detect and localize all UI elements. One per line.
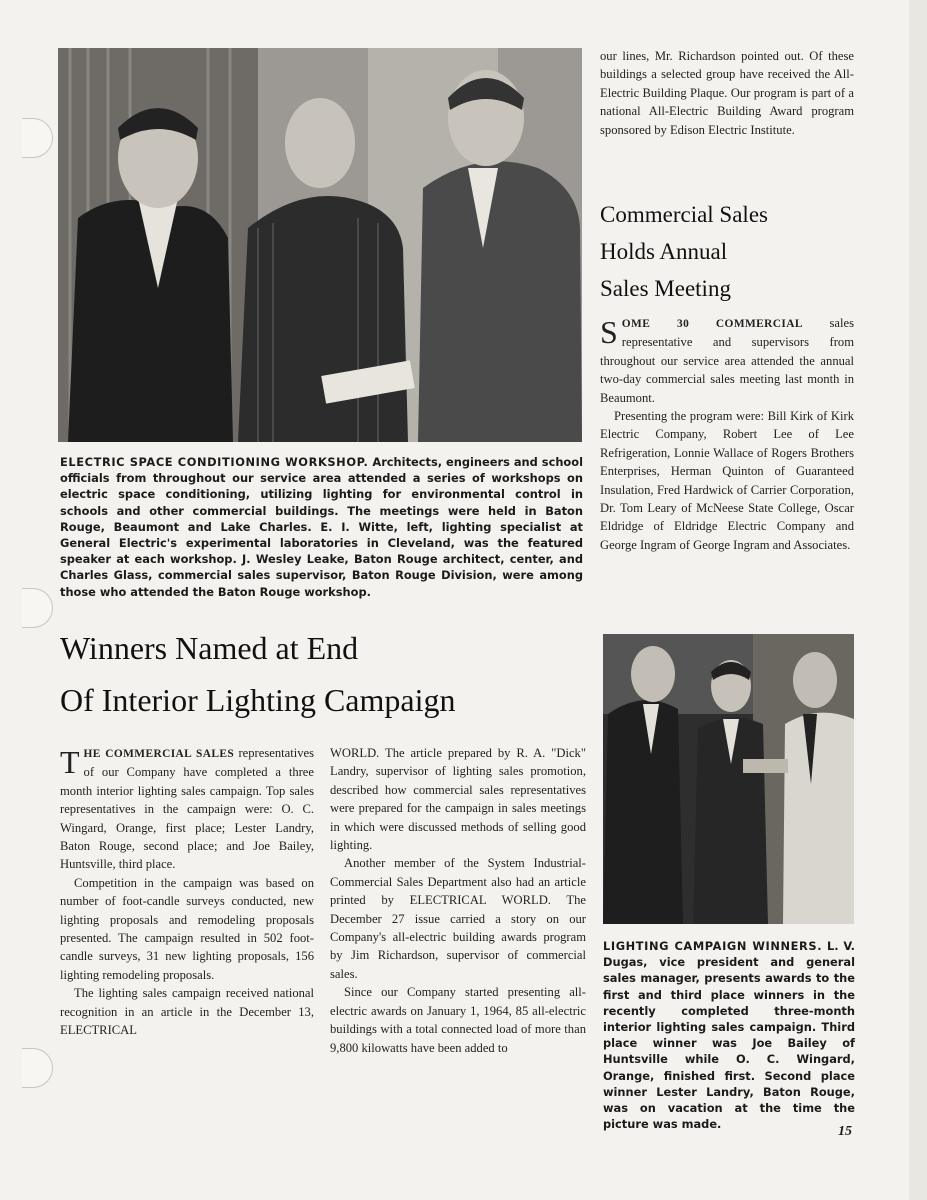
winners-photo: [603, 634, 854, 924]
headline-line2: Of Interior Lighting Campaign: [60, 682, 456, 718]
workshop-photo: [58, 48, 582, 442]
sales-meeting-heading-line3: Sales Meeting: [600, 276, 731, 301]
continued-text: [600, 47, 854, 139]
caption-body: L. V. Dugas, vice president and general sales manager, presents awards to the first and third place winners in the recently completed three-month interior lighting sales campaign. Third place winner was Joe Bailey of Huntsville while O. C. Wingard, Orange, finished first. Second place winner Lester Landry, Baton Rouge, was on vacation at the time the picture was made.: [603, 939, 856, 1132]
paragraph-text: sales representative and supervisors from throughout our service area attended the annual two-day commercial sales meeting last month in Beaumont.: [600, 316, 854, 405]
article-paragraph-2: Competition in the campaign was based on number of foot-candle surveys conducted, new lighting proposals and remodeling proposals presented. The campaign resulted in 502 foot-candle surveys, 31 new lighting proposals, 156 lighting remodeling proposals.: [60, 875, 314, 982]
lead-caps: HE COMMERCIAL SALES: [83, 748, 235, 760]
page-edge: [909, 0, 927, 1200]
caption-lead: ELECTRIC SPACE CONDITIONING WORKSHOP.: [60, 455, 369, 469]
headline-line1: Winners Named at End: [60, 630, 359, 666]
article-paragraph-1: [60, 744, 314, 874]
workshop-caption: [60, 454, 583, 600]
article-paragraph-4: WORLD. The article prepared by R. A. "Dick" Landry, supervisor of lighting sales promotion, described how commercial sales representatives were prepared for the campaign in sales meetings in which were discussed methods of selling good lighting.: [330, 746, 586, 853]
article-paragraph-3: The lighting sales campaign received national recognition in an article in the December 13, ELECTRICAL: [60, 986, 314, 1038]
sales-meeting-heading-line2: Holds Annual: [600, 239, 728, 264]
continued-paragraph: our lines, Mr. Richardson pointed out. Of these buildings a selected group have received the All-Electric Building Plaque. Our program is part of a national All-Electric Building Award program sponsored by Edison Electric Institute.: [600, 49, 854, 137]
caption-body: Architects, engineers and school officials from throughout our service area attended a series of workshops on electric space conditioning, utilizing lighting for environmental control in schools and other commercial buildings. The meetings were held in Baton Rouge, Beaumont and Lake Charles. E. I. Witte, left, lighting specialist at General Electric's experimental laboratories in Cleveland, was the featured speaker at each workshop. J. Wesley Leake, Baton Rouge architect, center, and Charles Glass, commercial sales supervisor, Baton Rouge Division, were among those who attended the Baton Rouge workshop.: [60, 455, 583, 599]
dropcap: S: [600, 314, 618, 350]
article-paragraph-6: Since our Company started presenting all-electric awards on January 1, 1964, 85 all-electric buildings with a total connected load of more than 9,800 kilowatts have been added to: [330, 985, 586, 1055]
article-column-2: [330, 744, 586, 1057]
sales-meeting-heading-line1: Commercial Sales: [600, 202, 768, 227]
sales-meeting-paragraph-2: Presenting the program were: Bill Kirk of Kirk Electric Company, Robert Lee of Lee Refrigeration, Lonnie Wallace of Rogers Brothers Enterprises, Herman Quinton of Guaranteed Insulation, Fred Hardwick of Carrier Corporation, Dr. Tom Leary of McNeese State College, Oscar Eldridge of Eldridge Electric Company and George Ingram of George Ingram and Associates.: [600, 409, 854, 552]
paragraph-text: representatives of our Company have completed a three month interior lighting sales campaign. Top sales representatives in the campaign were: O. C. Wingard, Orange, first place; Lester Landry, Baton Rouge, second place; and Joe Bailey, Huntsville, third place.: [60, 746, 314, 872]
punch-hole: [22, 1048, 53, 1088]
lead-caps: OME 30 COMMERCIAL: [621, 318, 803, 330]
caption-lead: LIGHTING CAMPAIGN WINNERS.: [603, 939, 823, 953]
sales-meeting-paragraph-1: [600, 314, 854, 407]
page-number: 15: [838, 1124, 852, 1139]
dropcap: T: [60, 744, 80, 780]
punch-hole: [22, 588, 53, 628]
article-column-1: [60, 744, 314, 1040]
winners-caption: [603, 938, 855, 1132]
article-paragraph-5: Another member of the System Industrial-Commercial Sales Department also had an article printed by ELECTRICAL WORLD. The December 27 issue carried a story on our Company's all-electric building awards program by Jim Richardson, supervisor of commercial sales.: [330, 856, 586, 981]
punch-hole: [22, 118, 53, 158]
sales-meeting-body: [600, 314, 854, 554]
